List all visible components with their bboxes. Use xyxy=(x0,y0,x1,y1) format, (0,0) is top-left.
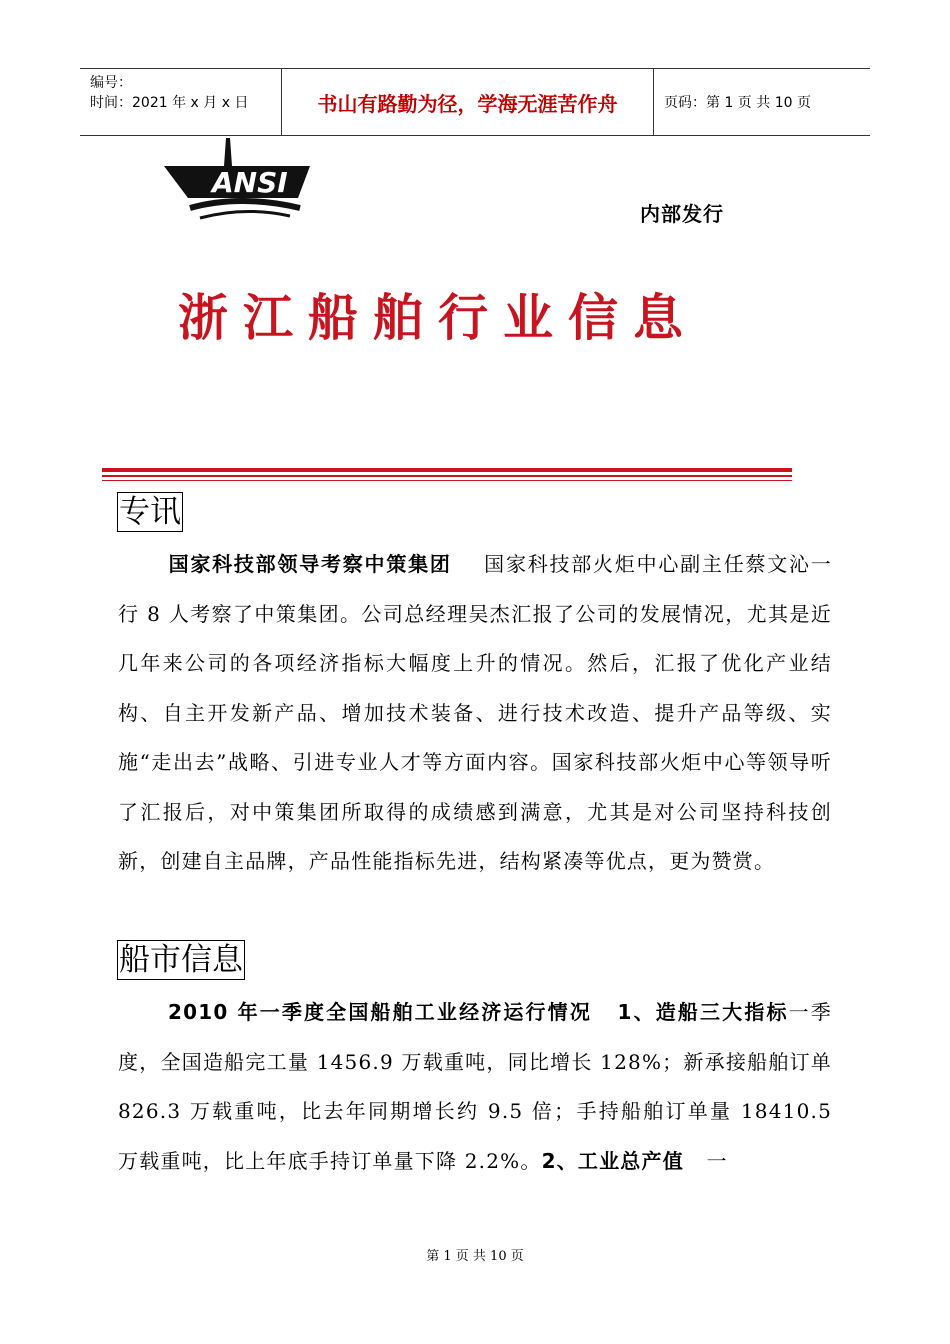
section-heading-news: 专讯 xyxy=(119,494,181,530)
header-motto-cell xyxy=(282,69,654,135)
publication-title: 浙江船舶行业信息 xyxy=(178,288,698,347)
title-rule-thick xyxy=(102,468,792,472)
title-rule-thin xyxy=(102,480,792,481)
logo-text: ANSI xyxy=(212,166,288,199)
market-tail: 一 xyxy=(706,1148,728,1173)
header-page-cell xyxy=(654,69,870,135)
page-footer: 第 1 页 共 10 页 xyxy=(426,1249,524,1264)
market-paragraph xyxy=(118,988,832,1186)
page-label: 页码：第 1 页 共 10 页 xyxy=(664,95,811,111)
time-label: 时间：2021 年 x 月 x 日 xyxy=(90,95,249,111)
serial-label: 编号： xyxy=(90,75,132,91)
page-header xyxy=(80,68,870,136)
section-heading-market: 船市信息 xyxy=(119,942,243,978)
title-rule-mid xyxy=(102,475,792,477)
internal-distribution-label: 内部发行 xyxy=(640,202,724,226)
company-logo xyxy=(160,136,320,222)
market-subheading-1: 1、造船三大指标 xyxy=(617,1000,789,1024)
motto: 书山有路勤为径，学海无涯苦作舟 xyxy=(317,91,618,116)
header-meta-cell xyxy=(80,69,282,135)
news-body: 国家科技部火炬中心副主任蔡文沁一行 8 人考察了中策集团。公司总经理吴杰汇报了公司的发展情况，尤其是近几年来公司的各项经济指标大幅度上升的情况。然后，汇报了优化产业结构、自主开发新产品、增加技术装备、进行技术改造、提升产品等级、实施“走出去”战略、引进专业人才等方面内容。国家科技部火炬中心等领导听了汇报后，对中策集团所取得的成绩感到满意，尤其是对公司坚持科技创新，创建自主品牌，产品性能指标先进，结构紧凑等优点，更为赞赏。 xyxy=(118,552,832,873)
market-headline: 2010 年一季度全国船舶工业经济运行情况 xyxy=(168,1000,592,1024)
news-headline: 国家科技部领导考察中策集团 xyxy=(168,552,452,576)
market-subheading-2: 2、工业总产值 xyxy=(541,1148,684,1173)
market-body: 一季度，全国造船完工量 1456.9 万载重吨，同比增长 128%；新承接船舶订单 826.3 万载重吨，比去年同期增长约 9.5 倍；手持船舶订单量 18410.5 万载重吨，比上年底手持订单量下降 2.2%。 xyxy=(118,1000,832,1173)
news-paragraph xyxy=(118,540,832,887)
